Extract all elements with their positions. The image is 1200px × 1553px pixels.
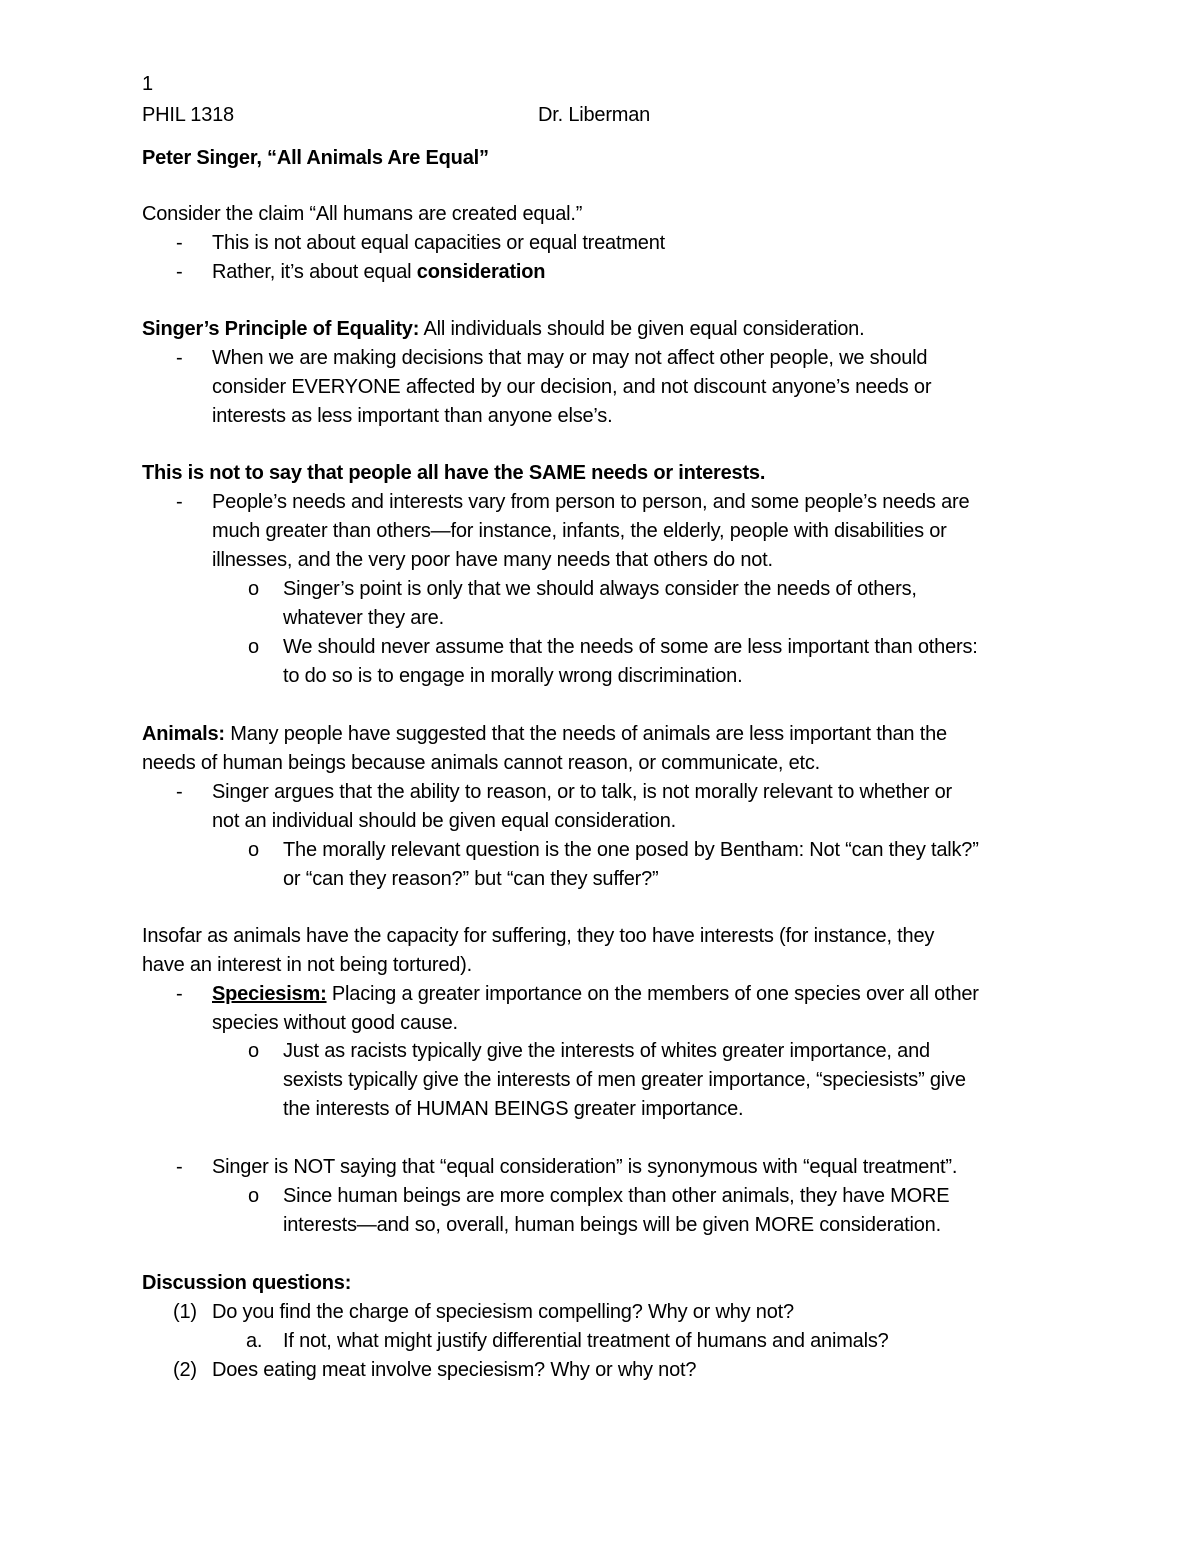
section3-sub2-line1: We should never assume that the needs of some are less important than others: [283,636,978,658]
section3-sub1-line1: Singer’s point is only that we should always consider the needs of others, [283,578,917,600]
section5-bullet1-line1 [212,981,979,1007]
section4-line2: needs of human beings because animals cannot reason, or communicate, etc. [142,752,821,774]
section4-sub1-line1: The morally relevant question is the one posed by Bentham: Not “can they talk?” [283,839,979,861]
section2-bullet1-line2: consider EVERYONE affected by our decision, and not discount anyone’s needs or [212,376,932,398]
section3-sub2-line2: to do so is to engage in morally wrong discrimination. [283,665,743,687]
section5-sub2-line2: interests—and so, overall, human beings will be given MORE consideration. [283,1214,941,1236]
dash-marker: - [176,347,183,369]
page-number: 1 [142,73,153,95]
circle-marker: o [248,636,259,658]
section2-heading-line [142,316,864,342]
section2-bullet1-line3: interests as less important than anyone else’s. [212,405,613,427]
instructor-name: Dr. Liberman [538,104,651,126]
section5-line1: Insofar as animals have the capacity for suffering, they too have interests (for instance, they [142,925,935,947]
section3-bullet1-line2: much greater than others—for instance, infants, the elderly, people with disabilities or [212,520,947,542]
circle-marker: o [248,1185,259,1207]
section2-heading: Singer’s Principle of Equality: [142,318,420,340]
section5-bullet1-line2: species without good cause. [212,1012,458,1034]
question1a-label: a. [246,1330,263,1352]
speciesism-term: Speciesism: [212,983,327,1005]
section3-bullet1-line3: illnesses, and the very poor have many needs that others do not. [212,549,773,571]
dash-marker: - [176,232,183,254]
section5-sub1-line1: Just as racists typically give the interests of whites greater importance, and [283,1040,930,1062]
section1-bullet2-emphasis: consideration [416,261,546,283]
section5-sub1-line2: sexists typically give the interests of men greater importance, “speciesists” give [283,1069,966,1091]
question1-text: Do you find the charge of speciesism compelling? Why or why not? [212,1301,794,1323]
dash-marker: - [176,491,183,513]
dash-marker: - [176,983,183,1005]
question1a-text: If not, what might justify differential treatment of humans and animals? [283,1330,889,1352]
dash-marker: - [176,1156,183,1178]
section3-sub1-line2: whatever they are. [283,607,444,629]
section1-bullet2 [212,259,545,285]
section5-sub2-line1: Since human beings are more complex than other animals, they have MORE [283,1185,950,1207]
question1-number: (1) [173,1301,197,1323]
circle-marker: o [248,839,259,861]
section1-bullet2-text: Rather, it’s about equal [212,261,417,283]
section4-heading: Animals: [142,723,225,745]
section5-bullet2-line1: Singer is NOT saying that “equal consideration” is synonymous with “equal treatment”. [212,1156,958,1178]
section4-bullet1-line2: not an individual should be given equal consideration. [212,810,676,832]
question2-text: Does eating meat involve speciesism? Why or why not? [212,1359,697,1381]
speciesism-definition: Placing a greater importance on the members of one species over all other [326,983,979,1005]
section2-text: All individuals should be given equal consideration. [419,318,865,340]
discussion-heading: Discussion questions: [142,1272,352,1294]
section1-intro: Consider the claim “All humans are created equal.” [142,203,583,225]
section2-bullet1-line1: When we are making decisions that may or may not affect other people, we should [212,347,928,369]
document-title: Peter Singer, “All Animals Are Equal” [142,147,489,169]
section4-sub1-line2: or “can they reason?” but “can they suffer?” [283,868,659,890]
course-code: PHIL 1318 [142,104,234,126]
section5-line2: have an interest in not being tortured). [142,954,472,976]
section3-bullet1-line1: People’s needs and interests vary from person to person, and some people’s needs are [212,491,970,513]
section4-line1 [142,721,947,747]
dash-marker: - [176,781,183,803]
section5-sub1-line3: the interests of HUMAN BEINGS greater importance. [283,1098,744,1120]
section1-bullet1: This is not about equal capacities or equal treatment [212,232,666,254]
section4-bullet1-line1: Singer argues that the ability to reason, or to talk, is not morally relevant to whether or [212,781,952,803]
section4-text: Many people have suggested that the needs of animals are less important than the [224,723,947,745]
question2-number: (2) [173,1359,197,1381]
section3-heading: This is not to say that people all have the SAME needs or interests. [142,462,766,484]
circle-marker: o [248,1040,259,1062]
circle-marker: o [248,578,259,600]
dash-marker: - [176,261,183,283]
